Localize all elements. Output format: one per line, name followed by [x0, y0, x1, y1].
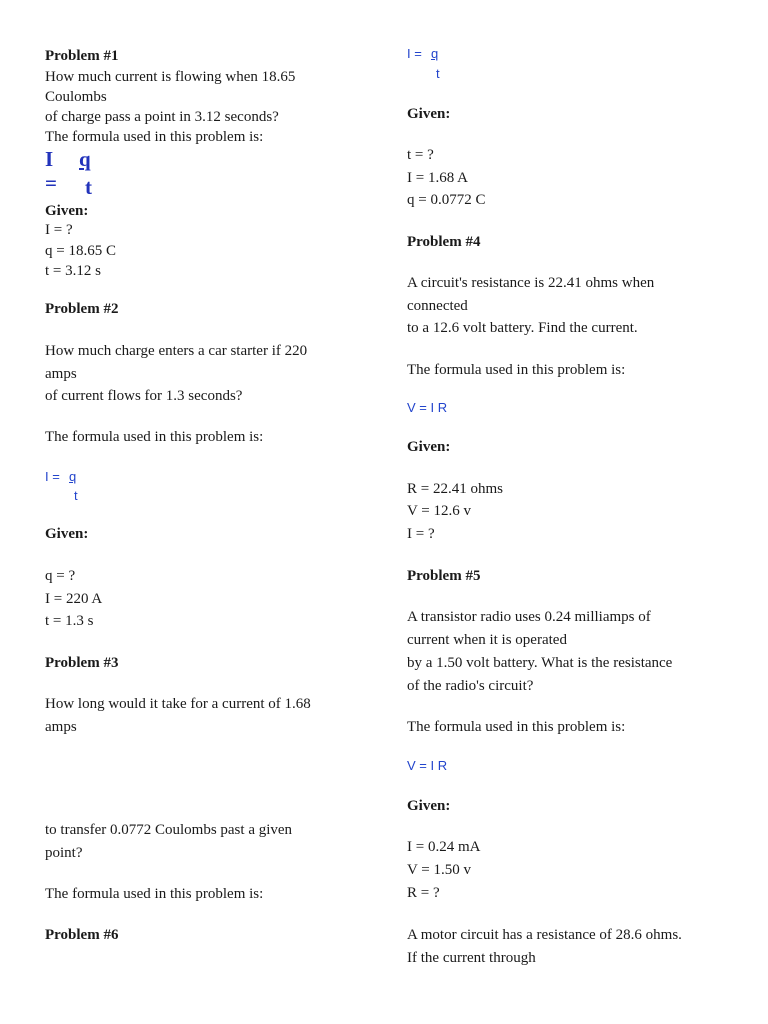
- given-heading: Given:: [45, 203, 89, 219]
- formula-v-equals-i-r: V = I R: [407, 400, 448, 415]
- problem-2-text: of current flows for 1.3 seconds?: [45, 388, 243, 404]
- given-value: I = 220 A: [45, 591, 103, 607]
- given-value: t = ?: [407, 147, 434, 163]
- given-value: q = 18.65 C: [45, 243, 116, 259]
- given-value: I = 1.68 A: [407, 170, 468, 186]
- formula-denominator: t: [436, 66, 440, 81]
- problem-5-text: of the radio's circuit?: [407, 678, 534, 694]
- formula-label: The formula used in this problem is:: [45, 129, 264, 145]
- problem-5-text: A transistor radio uses 0.24 milliamps of: [407, 609, 651, 625]
- problem-5-heading: Problem #5: [407, 568, 481, 584]
- formula-lhs: I =: [45, 469, 60, 484]
- problem-3-heading: Problem #3: [45, 655, 119, 671]
- given-value: q = 0.0772 C: [407, 192, 486, 208]
- formula-denominator: t: [74, 488, 78, 503]
- problem-6-text: A motor circuit has a resistance of 28.6 ohms.: [407, 927, 682, 943]
- problem-1-text: of charge pass a point in 3.12 seconds?: [45, 109, 279, 125]
- problem-4-text: connected: [407, 298, 468, 314]
- problem-2-heading: Problem #2: [45, 301, 119, 317]
- formula-numerator: q: [79, 147, 91, 171]
- problem-3-text: point?: [45, 845, 83, 861]
- problem-6-text: If the current through: [407, 950, 536, 966]
- formula-v-equals-i-r: V = I R: [407, 758, 448, 773]
- formula-denominator: t: [85, 175, 92, 199]
- given-heading: Given:: [407, 439, 451, 455]
- formula-label: The formula used in this problem is:: [45, 886, 264, 902]
- given-value: I = ?: [45, 222, 73, 238]
- given-value: q = ?: [45, 568, 76, 584]
- problem-4-heading: Problem #4: [407, 234, 481, 250]
- given-heading: Given:: [45, 526, 89, 542]
- problem-1-heading: Problem #1: [45, 48, 119, 64]
- problem-4-text: A circuit's resistance is 22.41 ohms when: [407, 275, 655, 291]
- problem-3-text: amps: [45, 719, 77, 735]
- given-value: V = 12.6 v: [407, 503, 472, 519]
- problem-5-text: by a 1.50 volt battery. What is the resistance: [407, 655, 673, 671]
- given-value: I = 0.24 mA: [407, 839, 481, 855]
- formula-label: The formula used in this problem is:: [407, 719, 626, 735]
- given-value: R = ?: [407, 885, 440, 901]
- given-heading: Given:: [407, 798, 451, 814]
- problem-1-text: Coulombs: [45, 89, 107, 105]
- problem-5-text: current when it is operated: [407, 632, 567, 648]
- formula-numerator: q: [69, 469, 77, 484]
- formula-label: The formula used in this problem is:: [407, 362, 626, 378]
- formula-numerator: q: [431, 46, 439, 61]
- problem-3-text: How long would it take for a current of 1.68: [45, 696, 311, 712]
- formula-lhs: I =: [407, 46, 422, 61]
- problem-2-text: How much charge enters a car starter if 220: [45, 343, 308, 359]
- given-value: R = 22.41 ohms: [407, 481, 503, 497]
- given-value: I = ?: [407, 526, 435, 542]
- problem-2-text: amps: [45, 366, 77, 382]
- formula-lhs: I =: [45, 147, 57, 195]
- formula-label: The formula used in this problem is:: [45, 429, 264, 445]
- problem-3-text: to transfer 0.0772 Coulombs past a given: [45, 822, 293, 838]
- problem-4-text: to a 12.6 volt battery. Find the current.: [407, 320, 638, 336]
- given-value: t = 3.12 s: [45, 263, 101, 279]
- problem-6-heading: Problem #6: [45, 927, 119, 943]
- given-heading: Given:: [407, 106, 451, 122]
- given-value: V = 1.50 v: [407, 862, 472, 878]
- problem-1-text: How much current is flowing when 18.65: [45, 69, 296, 85]
- given-value: t = 1.3 s: [45, 613, 94, 629]
